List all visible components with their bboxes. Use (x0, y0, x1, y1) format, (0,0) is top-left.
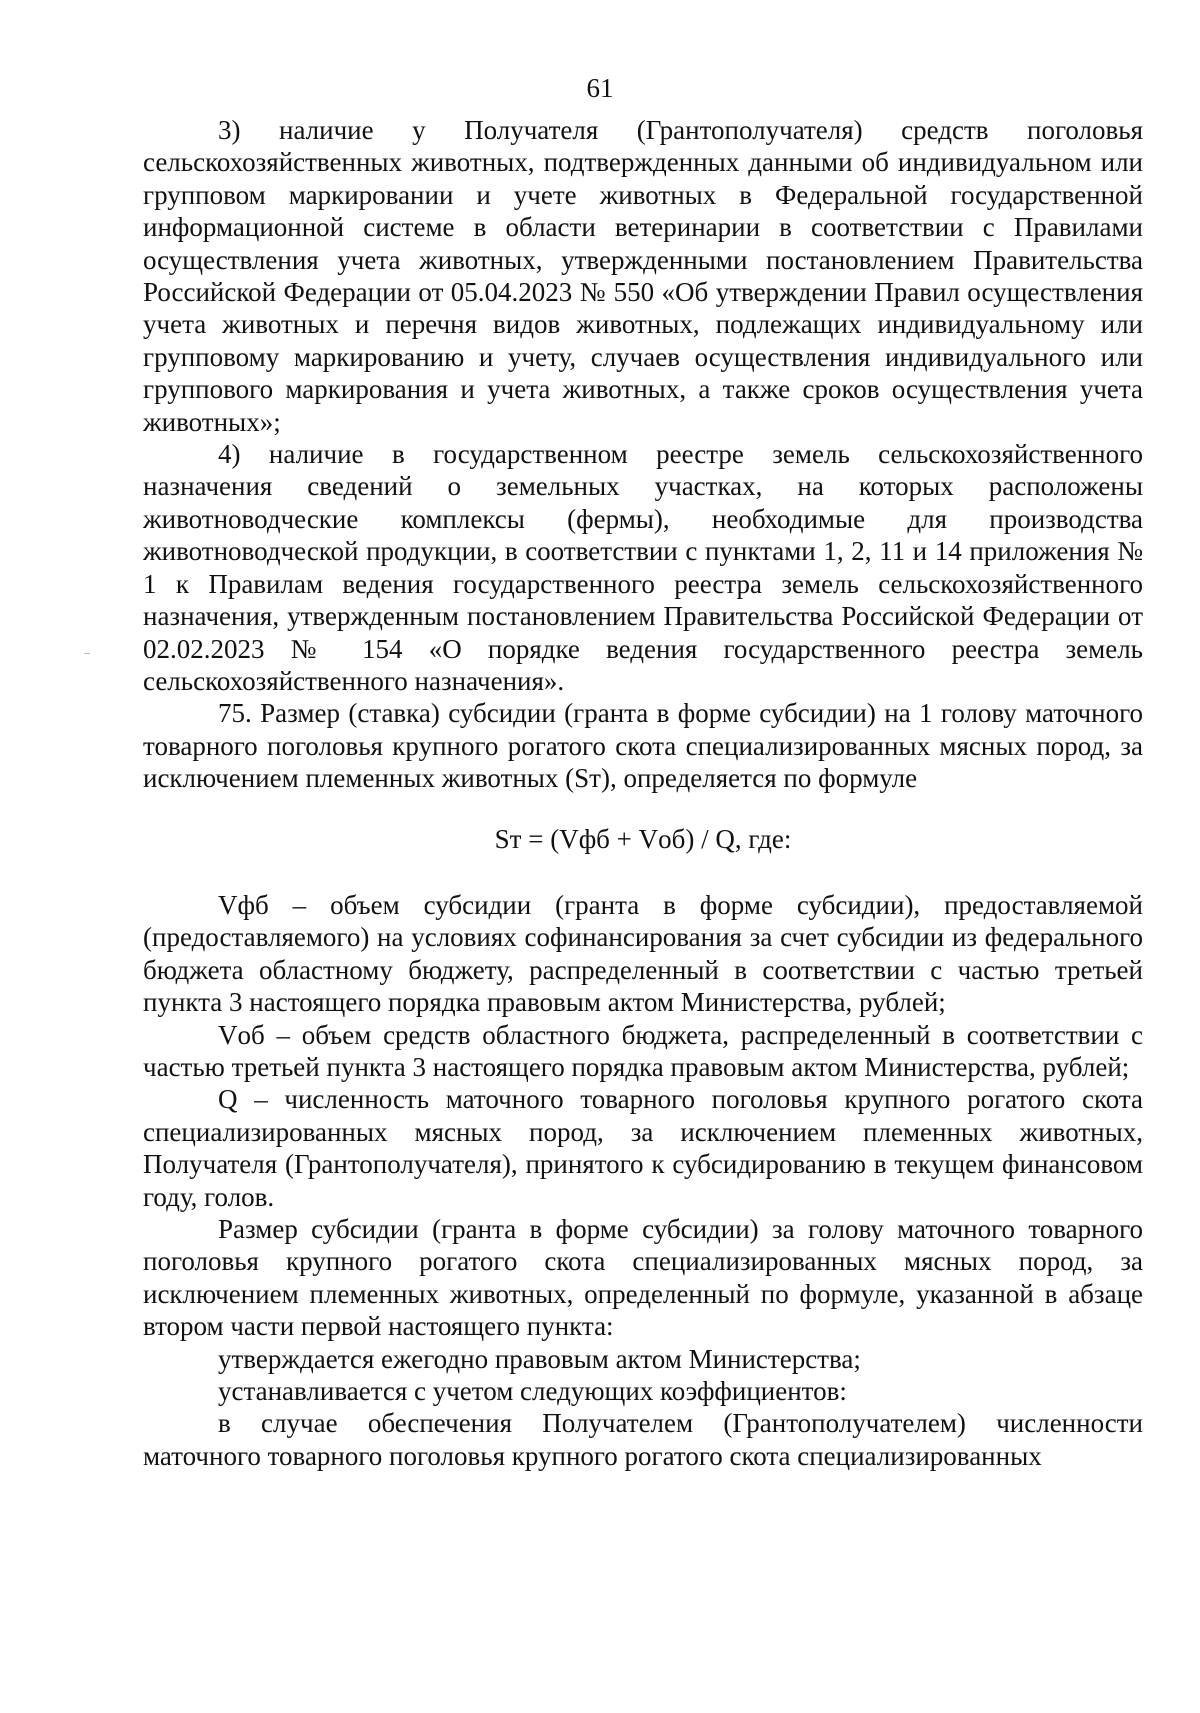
document-body (143, 114, 1143, 1472)
paragraph-item-4: 4) наличие в государственном реестре земель сельскохозяйственного назначения сведений о земельных участках, на которых расположены животноводческие комплексы (фермы), необходимые для производства животноводческой продукции, в соответствии с пунктами 1, 2, 11 и 14 приложения № 1 к Правилам ведения государственного реестра земель сельскохозяйственного назначения, утвержденным постановлением Правительства Российской Федерации от 02.02.2023 № 154 «О порядке ведения государственного реестра земель сельскохозяйственного назначения». (143, 439, 1143, 696)
definition-vob: Vоб – объем средств областного бюджета, распределенный в соответствии с частью третьей пункта 3 настоящего порядка правовым актом Министерства, рублей; (143, 1019, 1143, 1082)
definition-vfb: Vфб – объем субсидии (гранта в форме субсидии), предоставляемой (предоставляемого) на условиях софинансирования за счет субсидии из федерального бюджета областному бюджету, распределенный в соответствии с частью третьей пункта 3 настоящего порядка правовым актом Министерства, рублей; (143, 889, 1143, 1018)
paragraph-provision-case: в случае обеспечения Получателем (Грантополучателем) численности маточного товарного поголовья крупного рогатого скота специализированных (143, 1408, 1143, 1471)
paragraph-approved-annually: утверждается ежегодно правовым актом Министерства; (218, 1343, 861, 1374)
paragraph-section-75: 75. Размер (ставка) субсидии (гранта в форме субсидии) на 1 голову маточного товарного поголовья крупного рогатого скота специализированных мясных пород, за исключением племенных животных (Sт), определяется по формуле (143, 698, 1143, 794)
scan-artifact (84, 653, 90, 654)
paragraph-item-3: 3) наличие у Получателя (Грантополучателя) средств поголовья сельскохозяйственных животных, подтвержденных данными об индивидуальном или групповом маркировании и учете животных в Федеральной государственной информационной системе в области ветеринарии в соответствии с Правилами осуществления учета животных, утвержденными постановлением Правительства Российской Федерации от 05.04.2023 № 550 «Об утверждении Правил осуществления учета животных и перечня видов животных, подлежащих индивидуальному или групповому маркированию и учету, случаев осуществления индивидуального или группового маркирования и учета животных, а также сроков осуществления учета животных»; (143, 115, 1143, 437)
paragraph-coefficients: устанавливается с учетом следующих коэффициентов: (218, 1376, 847, 1407)
paragraph-subsidy-size: Размер субсидии (гранта в форме субсидии) за голову маточного товарного поголовья крупного рогатого скота специализированных мясных пород, за исключением племенных животных, определенный по формуле, указанной в абзаце втором части первой настоящего пункта: (143, 1214, 1143, 1342)
page-number: 61 (586, 73, 614, 103)
formula: Sт = (Vфб + Vоб) / Q, где: (494, 823, 792, 854)
definition-q: Q – численность маточного товарного поголовья крупного рогатого скота специализированных мясных пород, за исключением племенных животных, Получателя (Грантополучателя), принятого к субсидированию в текущем финансовом году, голов. (143, 1084, 1143, 1212)
